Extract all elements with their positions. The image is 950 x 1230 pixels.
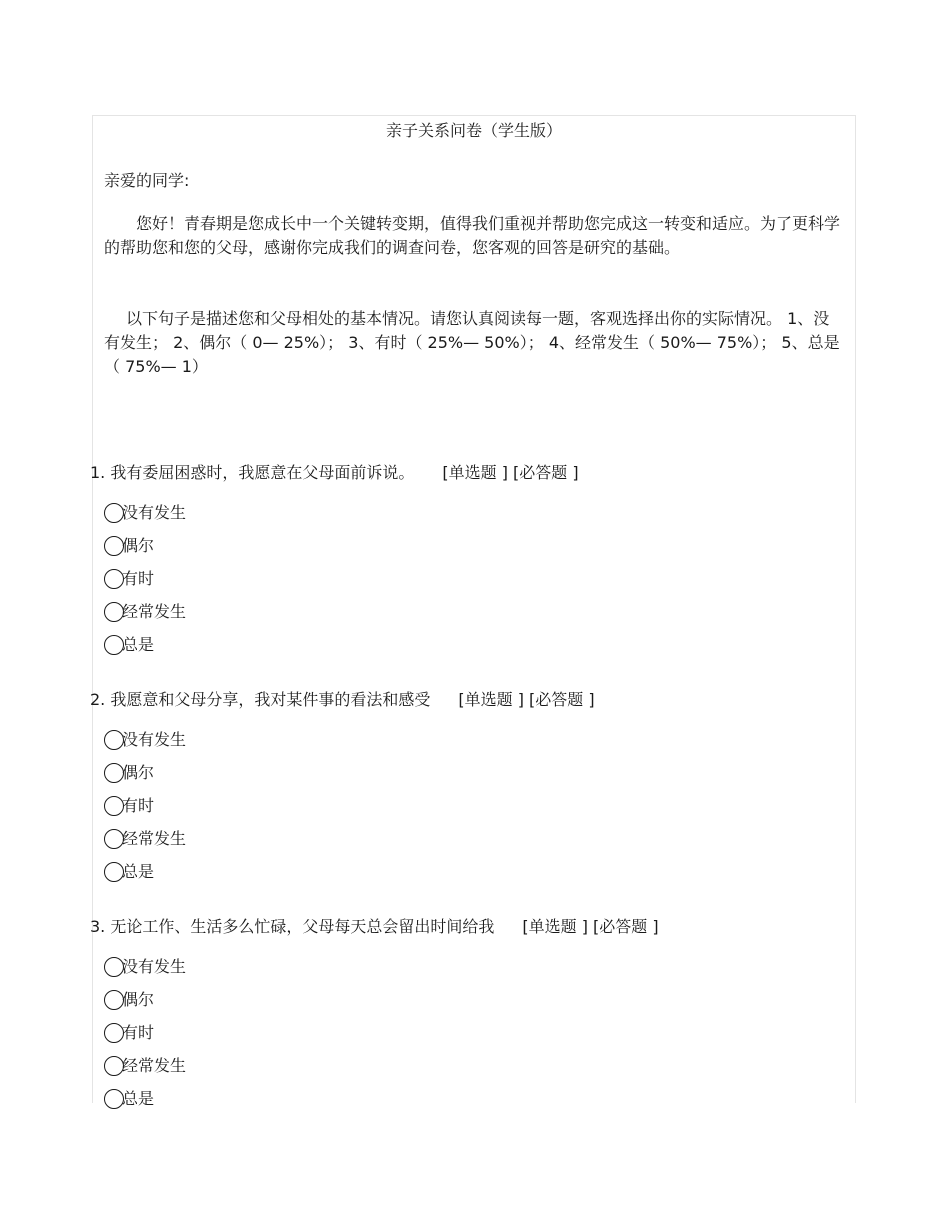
radio-circle-icon[interactable] — [104, 957, 124, 977]
radio-circle-icon[interactable] — [104, 862, 124, 882]
option-often[interactable] — [104, 823, 850, 856]
radio-circle-icon[interactable] — [104, 829, 124, 849]
radio-circle-icon[interactable] — [104, 763, 124, 783]
question-text: 1. 我有委屈困惑时，我愿意在父母面前诉说。 — [90, 463, 415, 482]
option-label: 偶尔 — [122, 535, 155, 555]
question-tags: [单选题 ] [必答题 ] — [522, 917, 659, 936]
radio-circle-icon[interactable] — [104, 569, 124, 589]
question-2 — [90, 689, 850, 889]
question-1 — [90, 462, 850, 662]
option-label: 经常发生 — [122, 1056, 187, 1076]
radio-circle-icon[interactable] — [104, 503, 124, 523]
option-label: 有时 — [122, 1022, 155, 1042]
question-tags: [单选题 ] [必答题 ] — [458, 690, 595, 709]
option-list — [104, 950, 850, 1116]
question-title — [90, 462, 850, 484]
radio-circle-icon[interactable] — [104, 536, 124, 556]
option-occasionally[interactable] — [104, 529, 850, 562]
question-tags: [单选题 ] [必答题 ] — [442, 463, 579, 482]
option-often[interactable] — [104, 1050, 850, 1083]
option-never[interactable] — [104, 950, 850, 983]
intro-paragraph: 您好！青春期是您成长中一个关键转变期，值得我们重视并帮助您完成这一转变和适应。为了更科学的帮助您和您的父母，感谢你完成我们的调查问卷，您客观的回答是研究的基础。 — [104, 214, 841, 257]
option-label: 有时 — [122, 795, 155, 815]
radio-circle-icon[interactable] — [104, 602, 124, 622]
option-label: 总是 — [122, 862, 155, 882]
option-list — [104, 723, 850, 889]
greeting: 亲爱的同学: — [104, 171, 190, 190]
question-title — [90, 916, 850, 938]
option-label: 偶尔 — [122, 989, 155, 1009]
question-title — [90, 689, 850, 711]
option-label: 总是 — [122, 1089, 155, 1109]
instructions-paragraph: 以下句子是描述您和父母相处的基本情况。请您认真阅读每一题，客观选择出你的实际情况。 1、没有发生； 2、偶尔（ 0— 25%）； 3、有时（ 25%— 50%）； 4、经常发生（ 50%— 75%）； 5、总是（ 75%— 1） — [104, 309, 840, 376]
option-occasionally[interactable] — [104, 983, 850, 1016]
option-always[interactable] — [104, 1083, 850, 1116]
option-label: 没有发生 — [122, 502, 187, 522]
option-sometimes[interactable] — [104, 562, 850, 595]
option-always[interactable] — [104, 856, 850, 889]
option-label: 没有发生 — [122, 729, 187, 749]
radio-circle-icon[interactable] — [104, 796, 124, 816]
option-never[interactable] — [104, 496, 850, 529]
option-label: 没有发生 — [122, 956, 187, 976]
question-text: 2. 我愿意和父母分享，我对某件事的看法和感受 — [90, 690, 431, 709]
option-always[interactable] — [104, 629, 850, 662]
radio-circle-icon[interactable] — [104, 1089, 124, 1109]
option-often[interactable] — [104, 596, 850, 629]
radio-circle-icon[interactable] — [104, 990, 124, 1010]
option-list — [104, 496, 850, 662]
radio-circle-icon[interactable] — [104, 635, 124, 655]
option-sometimes[interactable] — [104, 1016, 850, 1049]
question-text: 3. 无论工作、生活多么忙碌，父母每天总会留出时间给我 — [90, 917, 495, 936]
option-label: 偶尔 — [122, 762, 155, 782]
survey-title: 亲子关系问卷（学生版） — [385, 121, 562, 140]
radio-circle-icon[interactable] — [104, 1023, 124, 1043]
option-sometimes[interactable] — [104, 789, 850, 822]
option-label: 经常发生 — [122, 602, 187, 622]
option-occasionally[interactable] — [104, 756, 850, 789]
option-label: 经常发生 — [122, 829, 187, 849]
radio-circle-icon[interactable] — [104, 1056, 124, 1076]
option-label: 有时 — [122, 568, 155, 588]
radio-circle-icon[interactable] — [104, 730, 124, 750]
option-label: 总是 — [122, 635, 155, 655]
option-never[interactable] — [104, 723, 850, 756]
question-3 — [90, 916, 850, 1116]
